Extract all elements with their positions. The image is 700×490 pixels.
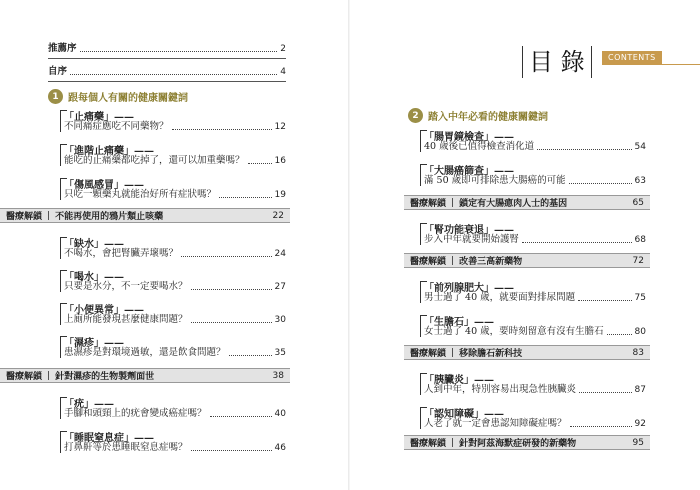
toc-page: 40 [274, 409, 286, 419]
medical-unlock-bar[interactable] [404, 253, 650, 268]
topic-keyword: 「止痛藥」—— [64, 112, 134, 123]
dot-leader [181, 256, 272, 257]
toc-entry[interactable] [424, 384, 646, 396]
dot-leader [70, 74, 277, 75]
toc-page: 24 [274, 249, 286, 259]
medical-unlock-bar[interactable] [0, 368, 290, 383]
chapter-2-heading[interactable] [408, 108, 548, 123]
dot-leader [191, 450, 272, 451]
toc-question: 只要是水分，不一定要喝水？ [64, 281, 188, 292]
dot-leader [607, 334, 632, 335]
toc-page: 2 [280, 44, 286, 54]
toc-question: 不喝水，會把腎臟弄壞嗎？ [64, 248, 179, 259]
toc-page: 63 [634, 176, 646, 186]
toc-entry[interactable] [424, 141, 646, 153]
toc-page: 35 [274, 348, 286, 358]
toc-entry[interactable] [424, 234, 646, 246]
toc-page: 54 [634, 142, 646, 152]
dot-leader [537, 149, 631, 150]
toc-question: 女士過了 40 歲，要時刻留意有沒有生膽石 [424, 326, 604, 337]
toc-entry[interactable] [64, 408, 286, 420]
bar-text: 移除膽石新科技 [459, 349, 523, 359]
toc-question: 患濕疹是對環境過敏，還是飲食問題？ [64, 347, 226, 358]
bar-page: 72 [632, 255, 644, 266]
toc-entry-author-preface[interactable] [48, 66, 286, 78]
dot-leader [248, 163, 272, 164]
toc-page: 68 [634, 235, 646, 245]
bar-separator: | [451, 197, 455, 208]
dot-leader [522, 242, 632, 243]
medical-unlock-bar[interactable] [404, 195, 650, 210]
dot-leader [569, 183, 632, 184]
bar-page: 83 [632, 347, 644, 358]
bar-label: 醫療解鎖 [410, 439, 447, 449]
divider [48, 81, 286, 82]
toc-question: 40 歲後已值得檢查消化道 [424, 141, 535, 152]
bar-separator: | [47, 210, 51, 221]
medical-unlock-bar[interactable] [0, 208, 290, 223]
bar-label: 醫療解鎖 [410, 199, 447, 209]
toc-entry-preface[interactable] [48, 43, 286, 55]
topic-keyword: 「腎功能衰退」—— [424, 225, 514, 236]
toc-entry[interactable] [424, 326, 646, 338]
header-gold-line [602, 64, 700, 65]
toc-entry[interactable] [424, 175, 646, 187]
bar-text: 改善三高新藥物 [459, 257, 523, 267]
toc-entry[interactable] [64, 314, 286, 326]
dot-leader [172, 129, 272, 130]
topic-keyword: 「腸胃鏡檢查」—— [424, 132, 514, 143]
medical-unlock-bar[interactable] [404, 435, 650, 450]
dot-leader [210, 416, 272, 417]
toc-question: 手腳和頭頸上的疣會變成癌症嗎？ [64, 408, 207, 419]
toc-entry[interactable] [64, 189, 286, 201]
chapter-number-badge: 1 [48, 89, 63, 104]
toc-question: 男士過了 40 歲，就要面對排尿問題 [424, 292, 576, 303]
topic-keyword: 「認知障礙」—— [424, 409, 504, 420]
bar-separator: | [451, 347, 455, 358]
dot-leader [191, 289, 272, 290]
topic-keyword: 「小便異常」—— [64, 305, 144, 316]
toc-entry[interactable] [424, 418, 646, 430]
toc-entry[interactable] [64, 347, 286, 359]
toc-question: 不同痛症應吃不同藥物？ [64, 121, 169, 132]
medical-unlock-bar[interactable] [404, 345, 650, 360]
toc-entry[interactable] [64, 442, 286, 454]
toc-page: 46 [274, 443, 286, 453]
topic-keyword: 「胰臟炎」—— [424, 375, 494, 386]
toc-page: 75 [634, 293, 646, 303]
right-page [350, 0, 700, 490]
topic-keyword: 「進階止痛藥」—— [64, 146, 154, 157]
divider [48, 58, 286, 59]
toc-page: 80 [634, 327, 646, 337]
toc-entry[interactable] [64, 121, 286, 133]
toc-page: 87 [634, 385, 646, 395]
dot-leader [191, 322, 272, 323]
toc-entry[interactable] [64, 281, 286, 293]
bar-page: 22 [272, 210, 284, 221]
toc-page: 12 [274, 122, 286, 132]
bar-page: 95 [632, 437, 644, 448]
topic-keyword: 「濕疹」—— [64, 338, 124, 349]
toc-entry[interactable] [64, 155, 286, 167]
chapter-title: 踏入中年必看的健康關鍵詞 [428, 112, 548, 123]
bar-text: 針對阿茲海默症研發的新藥物 [459, 439, 577, 449]
bar-separator: | [451, 437, 455, 448]
toc-page: 4 [280, 67, 286, 77]
bar-label: 醫療解鎖 [410, 349, 447, 359]
topic-keyword: 「大腸癌篩查」—— [424, 166, 514, 177]
chapter-1-heading[interactable] [48, 89, 188, 104]
chapter-title: 跟每個人有關的健康關鍵詞 [68, 93, 188, 104]
bar-page: 38 [272, 370, 284, 381]
dot-leader [229, 355, 272, 356]
dot-leader [579, 392, 632, 393]
toc-page: 16 [274, 156, 286, 166]
contents-label: CONTENTS [602, 51, 662, 64]
topic-keyword: 「喝水」—— [64, 272, 124, 283]
toc-page: 92 [634, 419, 646, 429]
toc-question: 人老了就一定會患認知障礙症嗎？ [424, 418, 567, 429]
toc-title: 推薦序 [48, 43, 77, 54]
toc-heading: 目 錄 [522, 46, 592, 78]
toc-question: 滿 50 歲即可排除患大腸癌的可能 [424, 175, 566, 186]
toc-question: 只吃一顆藥丸就能治好所有症狀嗎？ [64, 189, 217, 200]
dot-leader [219, 197, 272, 198]
topic-keyword: 「睡眠窒息症」—— [64, 433, 154, 444]
toc-entry[interactable] [424, 292, 646, 304]
toc-question: 人到中年，特別容易出現急性胰臟炎 [424, 384, 577, 395]
dot-leader [570, 426, 632, 427]
topic-keyword: 「缺水」—— [64, 239, 124, 250]
toc-page: 27 [274, 282, 286, 292]
bar-page: 65 [632, 197, 644, 208]
toc-question: 步入中年就要開始護腎 [424, 234, 520, 245]
bar-text: 針對濕疹的生物製劑面世 [55, 372, 155, 382]
bar-label: 醫療解鎖 [6, 212, 43, 222]
dot-leader [80, 51, 278, 52]
toc-question: 能吃的止痛藥都吃掉了，還可以加重藥嗎？ [64, 155, 245, 166]
topic-keyword: 「疣」—— [64, 399, 114, 410]
bar-text: 鎖定有大腸瘜肉人士的基因 [459, 199, 568, 209]
topic-keyword: 「前列腺肥大」—— [424, 283, 514, 294]
toc-entry[interactable] [64, 248, 286, 260]
toc-page: 30 [274, 315, 286, 325]
bar-separator: | [451, 255, 455, 266]
bar-text: 不能再使用的鴉片類止咳藥 [55, 212, 164, 222]
toc-question: 打鼻鼾等於患睡眠窒息症嗎？ [64, 442, 188, 453]
chapter-number-badge: 2 [408, 108, 423, 123]
topic-keyword: 「傷風感冒」—— [64, 180, 144, 191]
dot-leader [578, 300, 631, 301]
toc-question: 上廁所能發現甚麼健康問題？ [64, 314, 188, 325]
bar-separator: | [47, 370, 51, 381]
bar-label: 醫療解鎖 [6, 372, 43, 382]
bar-label: 醫療解鎖 [410, 257, 447, 267]
toc-title: 自序 [48, 66, 68, 77]
toc-page: 19 [274, 190, 286, 200]
topic-keyword: 「生膽石」—— [424, 317, 494, 328]
